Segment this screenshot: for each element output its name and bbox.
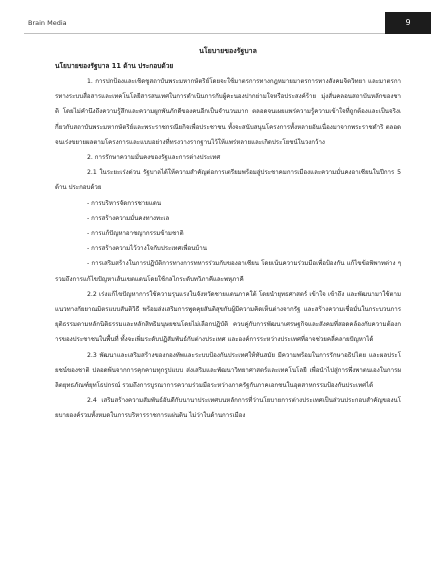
page-number-badge: 9 <box>385 12 431 34</box>
header-divider <box>24 33 431 34</box>
document-body <box>55 44 401 424</box>
paragraph-2-4: 2.4 เสริมสร้างความสัมพันธ์อันดีกับนานาประเทศบนหลักการที่ว่านโยบายการต่างประเทศเป็นส่วนประกอบสำคัญของนโยบายองค์รวมทั้งหมดในการบริหารราชการแผ่นดิน ไม่ว่าในด้านการเมือง <box>55 397 401 420</box>
paragraph-2-3: 2.3 พัฒนาและเสริมสร้างของกองทัพและระบบป้องกันประเทศให้ทันสมัย มีความพร้อมในการรักษาอธิปไตย และผลประโยชน์ของชาติ ปลอดพ้นจากการคุกคามทุกรูปแบบ ส่งเสริมและพัฒนาวิทยาศาสตร์และเทคโนโลยี เพื่อนำไปสู่การพึ่งพาตนเองในการผลิตยุทธภัณฑ์ยุทโธปกรณ์ รวมถึงการบูรณาการความร่วมมือระหว่างภาครัฐกับภาคเอกชนในอุตสาหกรรมป้องกันประเทศได้ <box>55 351 401 390</box>
bullet-item: - การสร้างความมั่นคงทางทะเล <box>87 214 170 222</box>
publisher-name: Brain Media <box>28 19 67 27</box>
bullet-item: - การแก้ปัญหาอาชญากรรมข้ามชาติ <box>87 230 184 238</box>
document-title: นโยบายของรัฐบาล <box>199 47 257 55</box>
section-subheading: นโยบายของรัฐบาล 11 ด้าน ประกอบด้วย <box>55 62 174 70</box>
bullet-item: - การเสริมสร้างในการปฏิบัติการทางการทหารร่วมกับของอาเซียน โดยเน้นความร่วมมือเพื่อป้องกัน แก้ไขข้อพิพาทต่าง ๆ รวมถึงการแก้ไขปัญหาเส้นเขตแดนโดยใช้กลไกระดับทวิภาคีและพหุภาคี <box>55 260 401 283</box>
paragraph-2-1: 2.1 ในระยะเร่งด่วน รัฐบาลได้ให้ความสำคัญต่อการเตรียมพร้อมสู่ประชาคมการเมืองและความมั่นคงอาเซียนในปีการ 5 ด้าน ประกอบด้วย <box>55 169 401 192</box>
paragraph-1: 1. การปกป้องและเชิดชูสถาบันพระมหากษัตริย์โดยจะใช้มาตรการทางกฎหมายมาตรการทางสังคมจิตวิทยา และมาตรการทางระบบสื่อสารและเทคโนโลยีสารสนเทศในการดำเนินการกับผู้คะนองปากย่ามใจหรือประสงค์ร้าย มุ่งสั่นคลอนสถาบันหลักของชาติ โดยไม่คำนึงถึงความรู้สึกและความผูกพันภักดีของคนอีกเป็นจำนวนมาก ตลอดจนเผยแพร่ความรู้ความเข้าใจที่ถูกต้องและเป็นจริงเกี่ยวกับสถาบันพระมหากษัตริย์และพระราชกรณียกิจเพื่อประชาชน ทั้งจะสนับสนุนโครงการทั้งหลายอันเนื่องมาจากพระราชดำริ ตลอดจนเร่งขยายผลตามโครงการและแบบอย่างที่ทรงวางรากฐานไว้ให้แพร่หลายและเกิดประโยชน์ในวงกว้าง <box>55 78 401 146</box>
bullet-item: - การสร้างความไว้วางใจกับประเทศเพื่อนบ้าน <box>87 245 207 253</box>
paragraph-2: 2. การรักษาความมั่นคงของรัฐและการต่างประเทศ <box>87 154 221 162</box>
paragraph-2-2: 2.2 เร่งแก้ไขปัญหาการใช้ความรุนแรงในจังหวัดชายแดนภาคใต้ โดยนำยุทธศาสตร์ เข้าใจ เข้าถึง และพัฒนามาใช้ตามแนวทางกัยยาณมิตรแบบสันติวิธี พร้อมส่งเสริมการพูดคุยสันติสุขกับผู้มีความคิดเห็นต่างจากรัฐ และสร้างความเชื่อมั่นในกระบวนการยุติธรรมตามหลักนิติธรรมและหลักสิทธิมนุษยชนโดยไม่เลือกปฏิบัติ ควบคู่กับการพัฒนาเศรษฐกิจและสังคมที่สอดคล้องกับความต้องการของประชาชนในพื้นที่ ทั้งจะเพิ่มระดับปฏิสัมพันธ์กับต่างประเทศ และองค์การระหว่างประเทศที่อาจช่วยคลี่คลายปัญหาได้ <box>55 290 401 344</box>
bullet-item: - การบริหารจัดการชายแดน <box>87 199 162 207</box>
